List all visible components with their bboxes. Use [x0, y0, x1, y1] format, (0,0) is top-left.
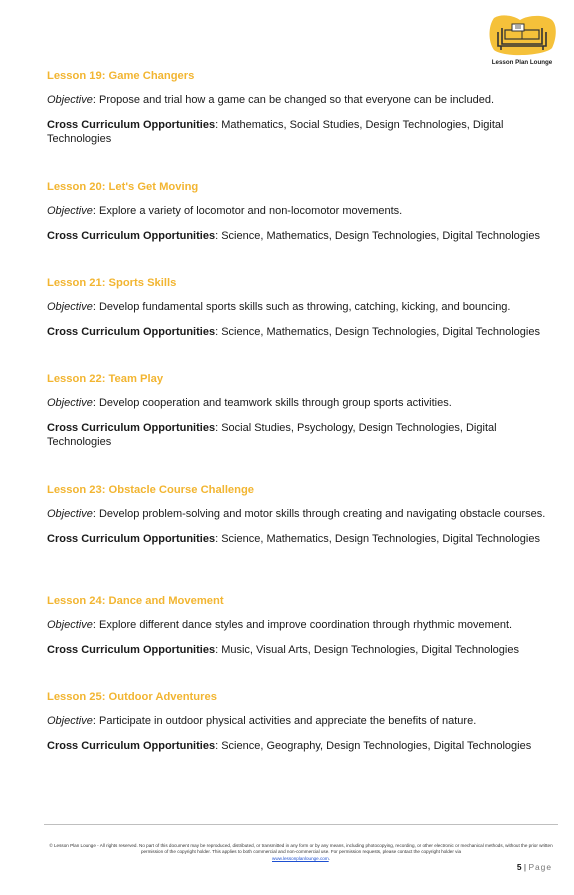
footer-divider: [44, 824, 558, 825]
lesson-20: [47, 180, 559, 276]
cross-curriculum-text: Science, Mathematics, Design Technologies, Digital Technologies: [221, 532, 540, 545]
objective-text: Develop cooperation and teamwork skills through group sports activities.: [98, 397, 452, 409]
logo: [486, 14, 558, 68]
cross-curriculum-text: Music, Visual Arts, Design Technologies, Digital Technologies: [221, 643, 519, 656]
objective-text: Develop fundamental sports skills such as throwing, catching, kicking, and bouncing.: [98, 301, 511, 313]
lessons-list: [47, 69, 559, 786]
objective-line: Objective: Develop problem-solving and motor skills through creating and navigating obstacle courses.: [47, 508, 546, 520]
lesson-22: [47, 372, 559, 483]
cross-curriculum-label: Cross Curriculum Opportunities: [47, 739, 216, 752]
couch-logo-icon: [486, 14, 558, 60]
logo-text: Lesson Plan Lounge: [491, 59, 553, 66]
cross-curriculum-text: Science, Mathematics, Design Technologies, Digital Technologies: [221, 325, 540, 338]
objective-label: Objective: [47, 205, 93, 217]
objective-text: Participate in outdoor physical activities and appreciate the benefits of nature.: [98, 715, 477, 727]
lesson-24: [47, 594, 559, 690]
objective-label: Objective: [47, 397, 93, 409]
objective-text: Propose and trial how a game can be changed so that everyone can be included.: [98, 94, 495, 106]
objective-line: Objective: Propose and trial how a game can be changed so that everyone can be included.: [47, 94, 495, 106]
lesson-21: [47, 276, 559, 372]
cross-curriculum-label: Cross Curriculum Opportunities: [47, 118, 216, 131]
lesson-title: Lesson 19: Game Changers: [47, 70, 195, 82]
objective-text: Explore a variety of locomotor and non-locomotor movements.: [98, 205, 403, 217]
lesson-title: Lesson 21: Sports Skills: [47, 277, 177, 289]
cross-curriculum-line: Cross Curriculum Opportunities: Mathematics, Social Studies, Design Technologies, Digital Technologies: [47, 118, 504, 146]
website-link[interactable]: www.lessonplanlounge.com: [272, 855, 329, 861]
objective-label: Objective: [47, 301, 93, 313]
cross-curriculum-line: Cross Curriculum Opportunities: Science, Mathematics, Design Technologies, Digital Technologies: [47, 325, 540, 338]
lesson-title: Lesson 24: Dance and Movement: [47, 595, 224, 607]
cross-curriculum-label: Cross Curriculum Opportunities: [47, 532, 216, 545]
cross-curriculum-text: Science, Geography, Design Technologies, Digital Technologies: [221, 739, 532, 752]
cross-curriculum-label: Cross Curriculum Opportunities: [47, 643, 216, 656]
cross-curriculum-label: Cross Curriculum Opportunities: [47, 229, 216, 242]
page-number-value: 5: [516, 862, 522, 872]
lesson-title: Lesson 25: Outdoor Adventures: [47, 691, 217, 703]
objective-line: Objective: Develop fundamental sports skills such as throwing, catching, kicking, and bouncing.: [47, 301, 511, 313]
objective-label: Objective: [47, 715, 93, 727]
lesson-title: Lesson 20: Let's Get Moving: [47, 181, 199, 193]
objective-label: Objective: [47, 94, 93, 106]
cross-curriculum-label: Cross Curriculum Opportunities: [47, 325, 216, 338]
cross-curriculum-text: Mathematics, Social Studies, Design Technologies, Digital Technologies: [47, 118, 504, 146]
objective-line: Objective: Explore a variety of locomotor and non-locomotor movements.: [47, 205, 403, 217]
objective-line: Objective: Develop cooperation and teamwork skills through group sports activities.: [47, 397, 452, 409]
lesson-25: [47, 690, 559, 786]
page-word: Page: [528, 862, 552, 872]
objective-label: Objective: [47, 508, 93, 520]
cross-curriculum-line: Cross Curriculum Opportunities: Science, Mathematics, Design Technologies, Digital Technologies: [47, 229, 540, 242]
copyright-text: © Lesson Plan Lounge - All rights reserved. No part of this document may be reproduced, distributed, or transmitted in any form or by any means, including photocopying, recording, or other electronic or mechanical methods, without the prior written permission of the copyright holder. This applies to both commercial and non-commercial use. For permission requests, please contact the copyright holder via: [49, 843, 553, 855]
cross-curriculum-line: Cross Curriculum Opportunities: Science, Geography, Design Technologies, Digital Technologies: [47, 739, 532, 752]
lesson-title: Lesson 22: Team Play: [47, 373, 164, 385]
objective-label: Objective: [47, 619, 93, 631]
cross-curriculum-line: Cross Curriculum Opportunities: Science, Mathematics, Design Technologies, Digital Technologies: [47, 532, 540, 545]
page-number: 5 | Page: [516, 862, 552, 872]
cross-curriculum-text: Social Studies, Psychology, Design Technologies, Digital Technologies: [47, 421, 497, 449]
objective-line: Objective: Explore different dance styles and improve coordination through rhythmic movement.: [47, 619, 513, 631]
footer-copyright: © Lesson Plan Lounge - All rights reserved. No part of this document may be reproduced, distributed, or transmitted in any form or by any means, including photocopying, recording, or other electronic or mechanical methods, without the prior written permission of the copyright holder. This applies to both commercial and non-commercial use. For permission requests, please contact the copyright holder via www.lessonplanlounge.com.: [49, 843, 553, 861]
objective-line: Objective: Participate in outdoor physical activities and appreciate the benefits of nature.: [47, 715, 477, 727]
lesson-title: Lesson 23: Obstacle Course Challenge: [47, 484, 255, 496]
cross-curriculum-line: Cross Curriculum Opportunities: Music, Visual Arts, Design Technologies, Digital Technologies: [47, 643, 519, 656]
objective-text: Develop problem-solving and motor skills through creating and navigating obstacle courses.: [98, 508, 546, 520]
cross-curriculum-line: Cross Curriculum Opportunities: Social Studies, Psychology, Design Technologies, Digital Technologies: [47, 421, 497, 449]
cross-curriculum-text: Science, Mathematics, Design Technologies, Digital Technologies: [221, 229, 540, 242]
lesson-23: [47, 483, 559, 594]
lesson-19: [47, 69, 559, 180]
cross-curriculum-label: Cross Curriculum Opportunities: [47, 421, 216, 434]
objective-text: Explore different dance styles and improve coordination through rhythmic movement.: [98, 619, 513, 631]
